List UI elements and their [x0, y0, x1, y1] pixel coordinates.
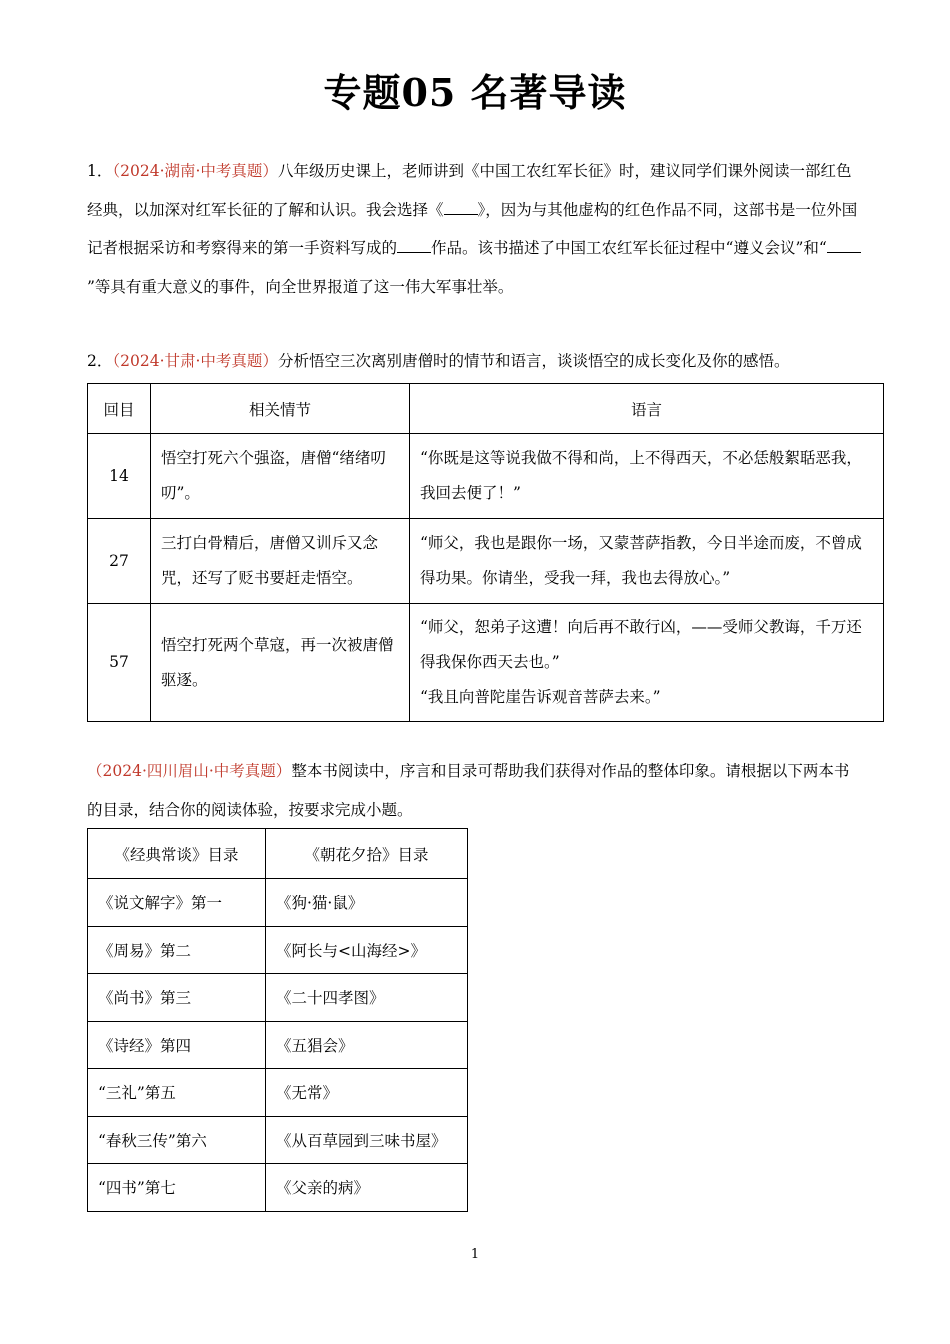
table-header-cell: 回目: [88, 384, 151, 434]
table-cell: 《周易》第二: [88, 926, 266, 974]
answer-blank: [444, 200, 478, 215]
question-source: （2024·甘肃·中考真题）: [112, 352, 278, 370]
table-row: [88, 1021, 468, 1069]
question-text: 》，因为与其他虚构的红色作品不同，这部书是一位外国记者根据采访和考察得来的第一手资料写成的: [87, 200, 858, 257]
speech-line: “我且向普陀崖告诉观音菩萨去来。”: [420, 688, 661, 706]
page-title: 专题05 名著导读: [323, 70, 627, 115]
chapter-cell: 14: [88, 434, 151, 519]
book-contents-table: [87, 828, 468, 1212]
speech-cell: [410, 604, 884, 722]
table-row: [88, 604, 884, 722]
plot-cell: 三打白骨精后，唐僧又训斥又念咒，还写了贬书要赶走悟空。: [151, 519, 410, 604]
table-cell: 《从百草园到三味书屋》: [266, 1116, 468, 1164]
table-cell: 《狗·猫·鼠》: [266, 879, 468, 927]
table-header-cell: 相关情节: [151, 384, 410, 434]
question-text: 八年级历史课上，老师讲到《中国工农红军长征》时，建议同学们课外阅读一部红色经典，以加深对红军长征的了解和认识。我会选择《: [87, 162, 852, 219]
table-row: [88, 926, 468, 974]
question-text: ”等具有重大意义的事件，向全世界报道了这一伟大军事壮举。: [87, 277, 514, 296]
table-row: [88, 1116, 468, 1164]
table-cell: 《二十四孝图》: [266, 974, 468, 1022]
table-header-cell: 语言: [410, 384, 884, 434]
question-text: 分析悟空三次离别唐僧时的情节和语言，谈谈悟空的成长变化及你的感悟。: [277, 352, 790, 370]
plot-cell: 悟空打死两个草寇，再一次被唐僧驱逐。: [151, 604, 410, 722]
table-cell: “四书”第七: [88, 1164, 266, 1212]
question-number: 1．: [87, 162, 113, 180]
page-number: 1: [470, 1247, 480, 1262]
table-row: [88, 519, 884, 604]
question-text: 整本书阅读中，序言和目录可帮助我们获得对作品的整体印象。请根据以下两本书的目录，结合你的阅读体验，按要求完成小题。: [87, 762, 850, 819]
table-row: [88, 974, 468, 1022]
table-cell: 《无常》: [266, 1069, 468, 1117]
table-header-cell: 《朝花夕拾》目录: [266, 829, 468, 879]
speech-cell: “你既是这等说我做不得和尚，上不得西天，不必恁般絮聒恶我，我回去便了！”: [410, 434, 884, 519]
table-cell: “春秋三传”第六: [88, 1116, 266, 1164]
question-3: [87, 752, 862, 829]
speech-cell: “师父，我也是跟你一场，又蒙菩萨指教，今日半途而废，不曾成得功果。你请坐，受我一拜，我也去得放心。”: [410, 519, 884, 604]
table-cell: 《阿长与<山海经>》: [266, 926, 468, 974]
question-number: 2．: [87, 352, 113, 370]
table-header-row: [88, 829, 468, 879]
table-header-row: [88, 384, 884, 434]
answer-blank: [397, 238, 431, 253]
table-row: [88, 434, 884, 519]
table-cell: 《诗经》第四: [88, 1021, 266, 1069]
question-source: （2024·四川眉山·中考真题）: [87, 762, 292, 780]
question-1: [87, 152, 862, 306]
question-source: （2024·湖南·中考真题）: [112, 162, 278, 180]
journey-west-table: [87, 383, 884, 722]
table-row: [88, 1164, 468, 1212]
table-cell: 《五猖会》: [266, 1021, 468, 1069]
speech-line: “师父，恕弟子这遭！向后再不敢行凶，——受师父教诲，千万还得我保你西天去也。”: [420, 618, 862, 671]
plot-cell: 悟空打死六个强盗，唐僧“绪绪叨叨”。: [151, 434, 410, 519]
question-text: 作品。该书描述了中国工农红军长征过程中“遵义会议”和“: [431, 239, 827, 257]
table-cell: 《说文解字》第一: [88, 879, 266, 927]
chapter-cell: 57: [88, 604, 151, 722]
question-2: [87, 342, 887, 381]
chapter-cell: 27: [88, 519, 151, 604]
table-row: [88, 879, 468, 927]
answer-blank: [827, 238, 861, 253]
table-header-cell: 《经典常谈》目录: [88, 829, 266, 879]
table-cell: 《尚书》第三: [88, 974, 266, 1022]
table-cell: “三礼”第五: [88, 1069, 266, 1117]
table-row: [88, 1069, 468, 1117]
table-cell: 《父亲的病》: [266, 1164, 468, 1212]
